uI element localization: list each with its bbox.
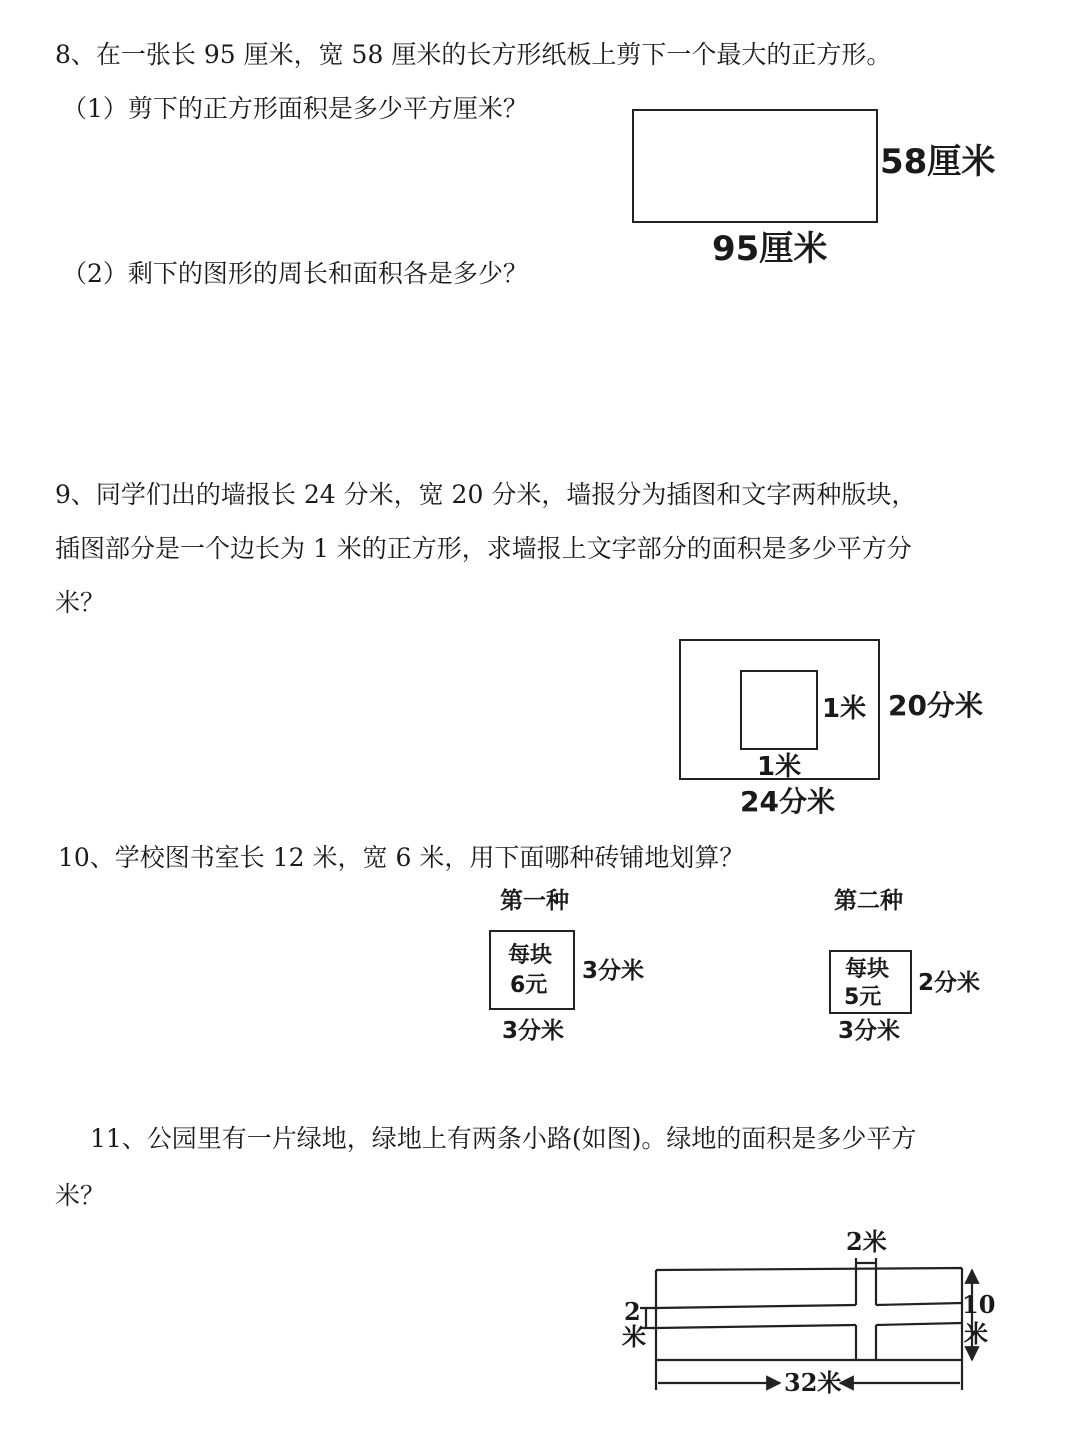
q8-part1: （1）剪下的正方形面积是多少平方厘米？ [62,94,528,123]
q10-tile2-side-label: 2分米 [918,970,981,996]
q10-tile2-price-line2: 5元 [844,985,882,1010]
q11-height-unit: 米 [964,1319,988,1348]
q10-tile1-bottom-label: 3分米 [502,1018,565,1044]
q11-lawn-outline [656,1268,962,1360]
q11-path-left-unit: 米 [622,1322,646,1351]
q10-tile2-title: 第二种 [834,888,903,914]
q9-inner-bottom-label: 1米 [757,752,802,782]
q9-line3: 米？ [55,588,106,617]
q11-length-label: 32米 [784,1368,842,1397]
q8-part2: （2）剩下的图形的周长和面积各是多少？ [62,259,528,288]
q11-path-top-label: 2米 [846,1227,887,1256]
q9-line2: 插图部分是一个边长为 1 米的正方形，求墙报上文字部分的面积是多少平方分 [55,534,912,563]
q8-width-label: 58厘米 [880,142,996,182]
q10-tile1-price-line1: 每块 [508,943,553,968]
q10-tile1-title: 第一种 [500,888,569,914]
q9-length-label: 24分米 [740,785,835,818]
q8-stem: 8、在一张长 95 厘米，宽 58 厘米的长方形纸板上剪下一个最大的正方形。 [55,40,892,69]
q10-stem: 10、学校图书室长 12 米，宽 6 米，用下面哪种砖铺地划算？ [58,843,745,872]
q9-line1: 9、同学们出的墙报长 24 分米，宽 20 分米，墙报分为插图和文字两种版块， [55,480,917,509]
q11-vertical-path [856,1269,876,1360]
q11-line2: 米？ [55,1181,106,1210]
q11-height-num: 10 [962,1290,996,1319]
q10-tile1-side-label: 3分米 [582,958,645,984]
q10-tile2-price-line1: 每块 [845,957,890,982]
q10-tile2-bottom-label: 3分米 [838,1018,901,1044]
q9-height-label: 20分米 [888,689,983,722]
q10-tile1-price-line2: 6元 [510,973,548,998]
q11-path-left-num: 2 [624,1297,641,1326]
q11-horizontal-path [656,1303,962,1328]
q11-line1: 11、公园里有一片绿地，绿地上有两条小路(如图)。绿地的面积是多少平方 [90,1124,917,1153]
q8-length-label: 95厘米 [712,229,828,269]
q9-inner-side-label: 1米 [822,694,867,724]
